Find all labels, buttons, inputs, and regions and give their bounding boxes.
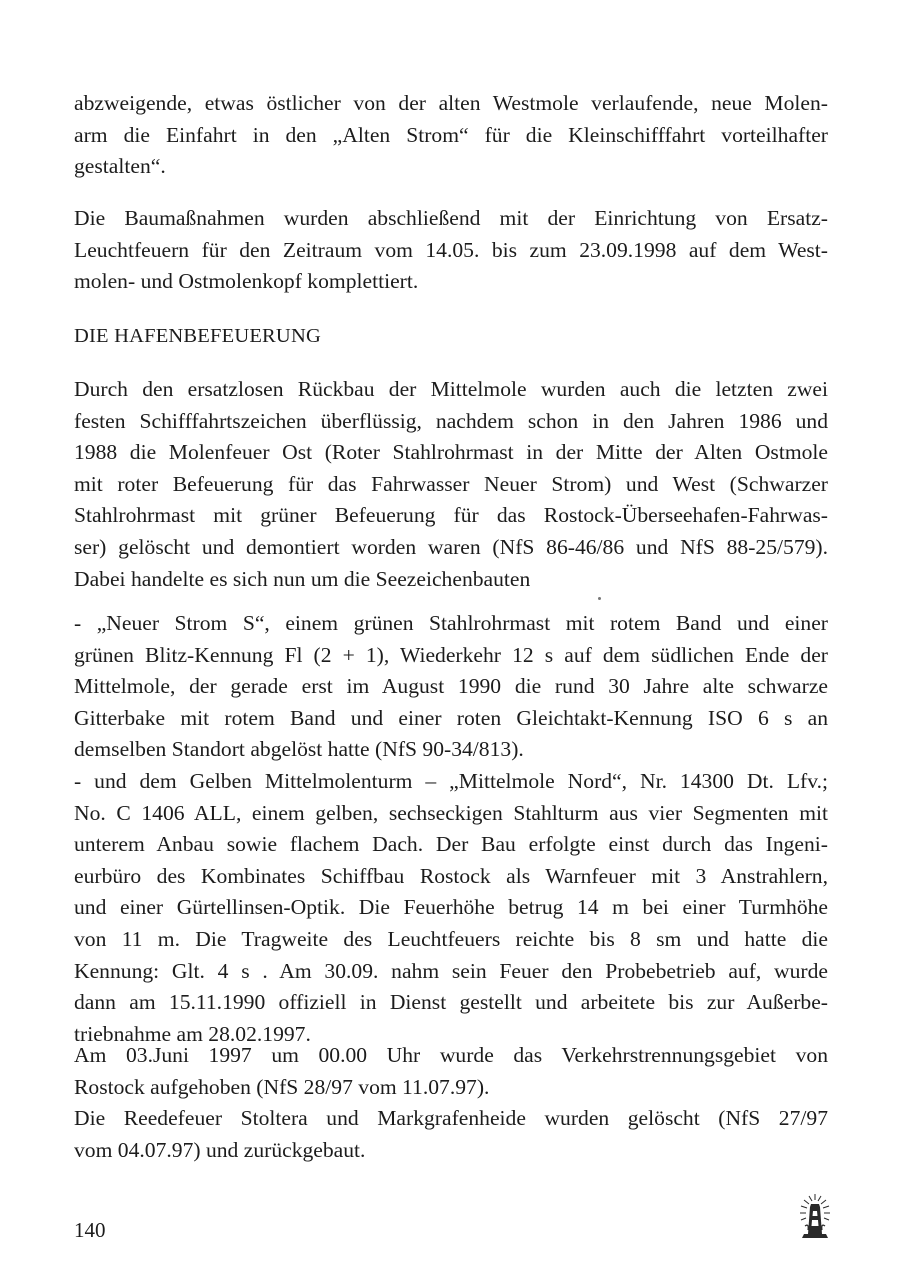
text-line: Die Reedefeuer Stoltera und Markgrafenheide wurden gelöscht (NfS 27/97 [74, 1106, 828, 1131]
text-line: grünen Blitz-Kennung Fl (2 + 1), Wiederkehr 12 s auf dem südlichen Ende der [74, 642, 828, 667]
text-line: molen- und Ostmolenkopf komplettiert. [74, 269, 419, 294]
text-line: 1988 die Molenfeuer Ost (Roter Stahlrohrmast in der Mitte der Alten Ostmole [74, 440, 828, 465]
page-number: 140 [74, 1218, 106, 1242]
text-line: Stahlrohrmast mit grüner Befeuerung für das Rostock-Überseehafen-Fahrwas- [74, 503, 828, 528]
text-line: No. C 1406 ALL, einem gelben, sechseckigen Stahlturm aus vier Segmenten mit [74, 800, 828, 825]
text-line: Leuchtfeuern für den Zeitraum vom 14.05. bis zum 23.09.1998 auf dem West- [74, 237, 828, 262]
text-line: - und dem Gelben Mittelmolenturm – „Mittelmole Nord“, Nr. 14300 Dt. Lfv.; [74, 768, 828, 793]
paragraph-5 [74, 1040, 828, 1166]
text-line: Mittelmole, der gerade erst im August 1990 die rund 30 Jahre alte schwarze [74, 674, 828, 699]
paragraph-4 [74, 608, 828, 1050]
text-line: Dabei handelte es sich nun um die Seezeichenbauten [74, 566, 531, 591]
text-line: gestalten“. [74, 154, 166, 179]
text-line: demselben Standort abgelöst hatte (NfS 90-34/813). [74, 737, 524, 762]
lighthouse-emblem-icon [795, 1190, 835, 1242]
text-line: ser) gelöscht und demontiert worden waren (NfS 86-46/86 und NfS 88-25/579). [74, 534, 828, 559]
text-line: vom 04.07.97) und zurückgebaut. [74, 1137, 366, 1162]
text-line: Rostock aufgehoben (NfS 28/97 vom 11.07.97). [74, 1074, 490, 1099]
text-line: Gitterbake mit rotem Band und einer roten Gleichtakt-Kennung ISO 6 s an [74, 705, 828, 730]
scan-speck [598, 597, 601, 600]
text-line: mit roter Befeuerung für das Fahrwasser Neuer Strom) und West (Schwarzer [74, 471, 828, 496]
section-heading: DIE HAFENBEFEUERUNG [74, 325, 321, 347]
text-line: eurbüro des Kombinates Schiffbau Rostock als Warnfeuer mit 3 Anstrahlern, [74, 863, 828, 888]
text-line: Durch den ersatzlosen Rückbau der Mittelmole wurden auch die letzten zwei [74, 377, 828, 401]
text-line: und einer Gürtellinsen-Optik. Die Feuerhöhe betrug 14 m bei einer Turmhöhe [74, 895, 828, 920]
paragraph-1 [74, 88, 828, 183]
text-line: Die Baumaßnahmen wurden abschließend mit der Einrichtung von Ersatz- [74, 206, 828, 230]
paragraph-3 [74, 374, 828, 595]
text-line: unterem Anbau sowie flachem Dach. Der Bau erfolgte einst durch das Ingeni- [74, 832, 828, 857]
text-line: festen Schifffahrtszeichen überflüssig, nachdem schon in den Jahren 1986 und [74, 408, 828, 433]
text-line: triebnahme am 28.02.1997. [74, 1021, 311, 1046]
text-line: von 11 m. Die Tragweite des Leuchtfeuers reichte bis 8 sm und hatte die [74, 926, 828, 951]
text-line: dann am 15.11.1990 offiziell in Dienst gestellt und arbeitete bis zur Außerbe- [74, 990, 828, 1015]
paragraph-2 [74, 203, 828, 298]
text-line: arm die Einfahrt in den „Alten Strom“ für die Kleinschifffahrt vorteilhafter [74, 122, 828, 147]
text-line: Kennung: Glt. 4 s . Am 30.09. nahm sein Feuer den Probebetrieb auf, wurde [74, 958, 828, 983]
text-line: - „Neuer Strom S“, einem grünen Stahlrohrmast mit rotem Band und einer [74, 611, 828, 635]
text-line: Am 03.Juni 1997 um 00.00 Uhr wurde das Verkehrstrennungsgebiet von [74, 1043, 828, 1067]
text-line: abzweigende, etwas östlicher von der alten Westmole verlaufende, neue Molen- [74, 91, 828, 115]
